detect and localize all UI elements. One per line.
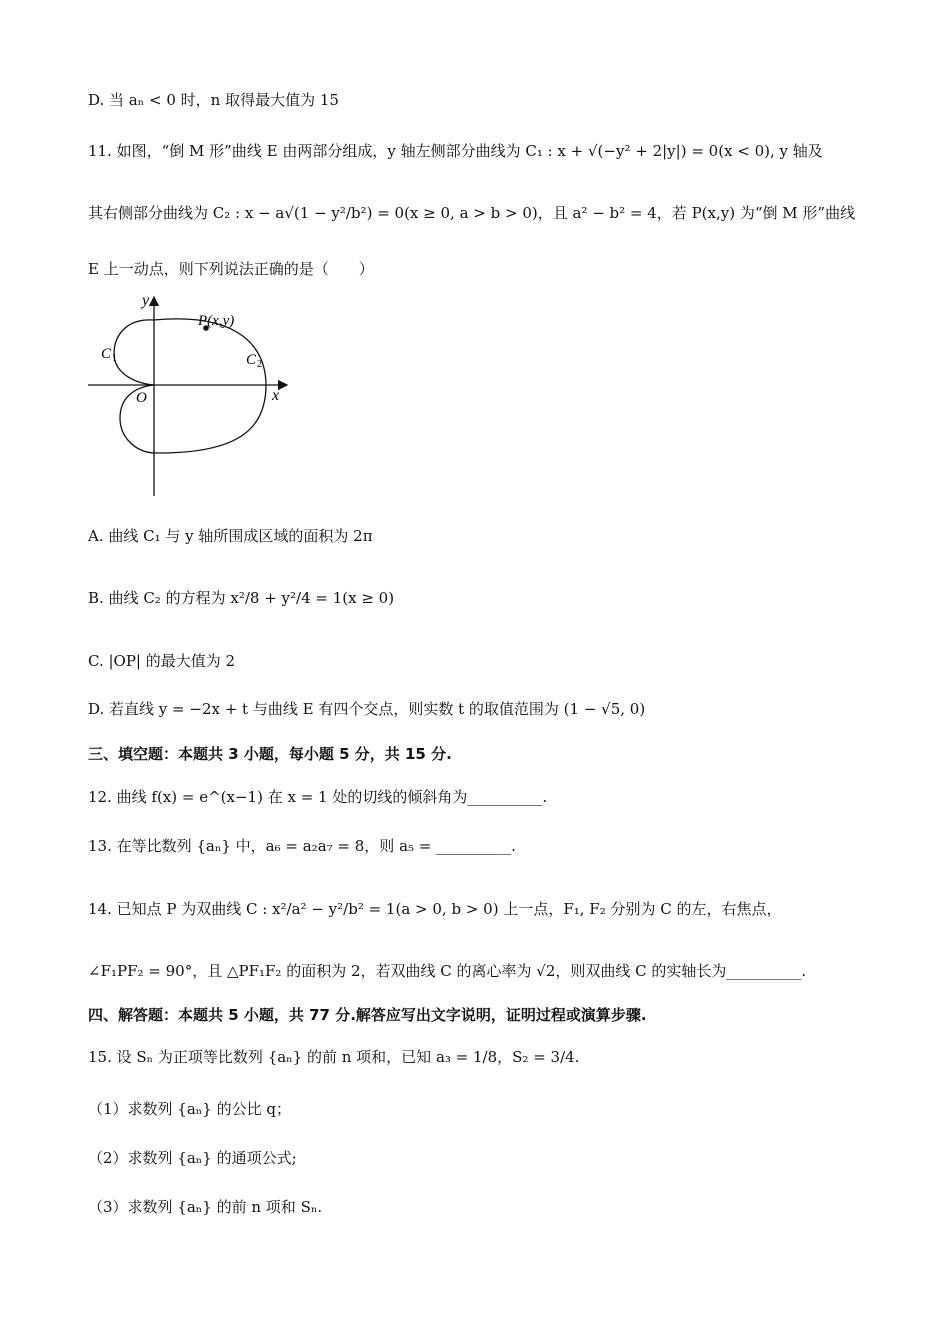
section-heading: 四、解答题：本题共 5 小题，共 77 分.解答应写出文字说明，证明过程或演算步骤. (88, 1006, 647, 1024)
text-line: 其右侧部分曲线为 C₂ : x − a√(1 − y²/b²) = 0(x ≥ 0, a > b > 0)，且 a² − b² = 4，若 P(x,y) 为“倒 M 形”曲线 (88, 204, 856, 222)
text-line: C. |OP| 的最大值为 2 (88, 652, 236, 670)
text-line: ∠F₁PF₂ = 90°，且 △PF₁F₂ 的面积为 2，若双曲线 C 的离心率为 √2，则双曲线 C 的实轴长为__________. (88, 962, 807, 980)
y-axis-label: y (142, 292, 150, 309)
text-line: A. 曲线 C₁ 与 y 轴所围成区域的面积为 2π (88, 527, 373, 545)
text-line: D. 当 aₙ < 0 时，n 取得最大值为 15 (88, 91, 339, 109)
c1-label: C (101, 346, 112, 362)
text-line: （1）求数列 {aₙ} 的公比 q； (88, 1100, 291, 1118)
c2-label: C (246, 352, 257, 368)
text-line: E 上一动点，则下列说法正确的是（ ） (88, 260, 374, 278)
text-line: 15. 设 Sₙ 为正项等比数列 {aₙ} 的前 n 项和，已知 a₃ = 1/8，S₂ = 3/4. (88, 1048, 580, 1066)
text-line: 13. 在等比数列 {aₙ} 中，a₆ = a₂a₇ = 8，则 a₅ = __________. (88, 837, 516, 855)
curve-c2 (154, 319, 266, 453)
text-line: B. 曲线 C₂ 的方程为 x²/8 + y²/4 = 1(x ≥ 0) (88, 589, 395, 607)
text-line: （2）求数列 {aₙ} 的通项公式; (88, 1149, 297, 1167)
origin-label: O (136, 390, 147, 406)
x-axis-label: x (272, 387, 280, 404)
text-line: 14. 已知点 P 为双曲线 C : x²/a² − y²/b² = 1(a > 0, b > 0) 上一点，F₁, F₂ 分别为 C 的左，右焦点， (88, 900, 782, 918)
text-line: 11. 如图，“倒 M 形”曲线 E 由两部分组成，y 轴左侧部分曲线为 C₁ : x + √(−y² + 2|y|) = 0(x < 0), y 轴及 (88, 142, 823, 160)
text-line: （3）求数列 {aₙ} 的前 n 项和 Sₙ. (88, 1198, 323, 1216)
curve-c1 (114, 320, 154, 385)
text-line: D. 若直线 y = −2x + t 与曲线 E 有四个交点，则实数 t 的取值范围为 (1 − √5, 0) (88, 700, 646, 718)
c2-subscript: 2 (257, 359, 262, 370)
curve-figure (80, 288, 300, 503)
curve-diagram (80, 288, 300, 503)
point-p-label: P(x,y) (198, 313, 235, 329)
c1-subscript: 1 (112, 353, 117, 364)
text-line: 12. 曲线 f(x) = e^(x−1) 在 x = 1 处的切线的倾斜角为__________. (88, 788, 548, 806)
section-heading: 三、填空题：本题共 3 小题，每小题 5 分，共 15 分. (88, 745, 452, 763)
